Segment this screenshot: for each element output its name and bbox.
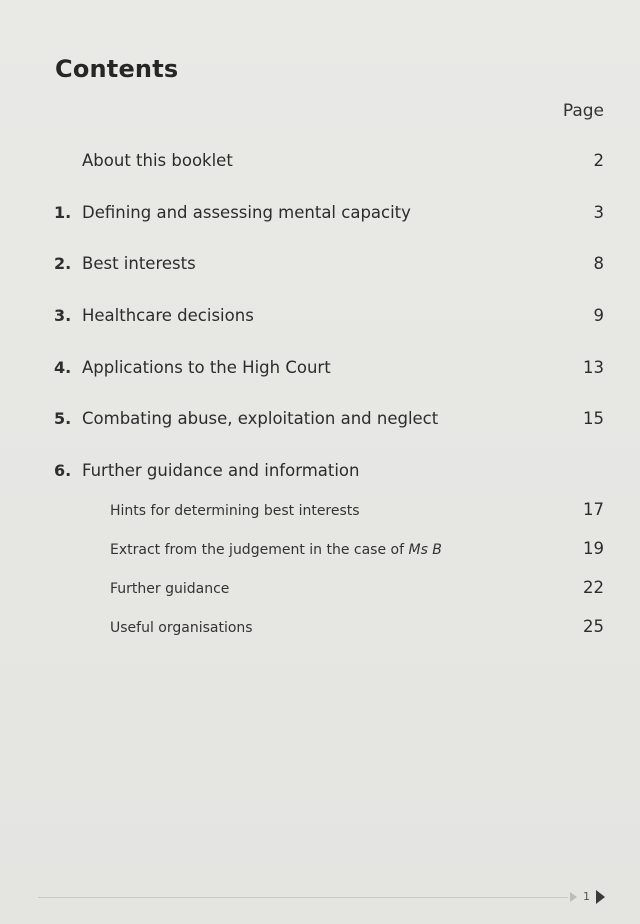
toc-entry-number: 4. xyxy=(54,358,72,377)
toc-entry-about[interactable] xyxy=(0,151,640,175)
toc-entry-page: 2 xyxy=(593,151,604,170)
footer-page-number: 1 xyxy=(583,890,590,903)
toc-entry-label: Best interests xyxy=(82,254,196,273)
toc-entry-page: 9 xyxy=(593,306,604,325)
toc-entry-label: About this booklet xyxy=(82,151,233,170)
toc-entry-number: 3. xyxy=(54,306,72,325)
toc-entry-number: 1. xyxy=(54,203,72,222)
toc-entry-3[interactable] xyxy=(0,306,640,330)
toc-entry-1[interactable] xyxy=(0,203,640,227)
toc-entry-page: 13 xyxy=(583,358,604,377)
toc-subentry-hints[interactable] xyxy=(0,500,640,525)
toc-subentry-label-text: Extract from the judgement in the case of xyxy=(110,542,409,558)
toc-subentry-label: Hints for determining best interests xyxy=(110,503,360,519)
toc-subentry-page: 25 xyxy=(583,617,604,636)
page-column-header: Page xyxy=(562,101,604,121)
toc-subentry-extract[interactable] xyxy=(0,539,640,564)
toc-subentry-page: 22 xyxy=(583,578,604,597)
toc-entry-label: Combating abuse, exploitation and neglect xyxy=(82,409,439,428)
toc-subentry-further-guidance[interactable] xyxy=(0,578,640,603)
toc-subentry-label: Useful organisations xyxy=(110,620,253,636)
toc-entry-page: 8 xyxy=(593,254,604,273)
toc-entry-label: Applications to the High Court xyxy=(82,358,331,377)
toc-entry-label: Defining and assessing mental capacity xyxy=(82,203,411,222)
toc-entry-number: 2. xyxy=(54,254,72,273)
page-title: Contents xyxy=(55,55,179,83)
toc-entry-page: 15 xyxy=(583,409,604,428)
footer-rule xyxy=(38,897,568,898)
toc-subentry-page: 17 xyxy=(583,500,604,519)
toc-entry-number: 6. xyxy=(54,461,72,480)
toc-entry-2[interactable] xyxy=(0,254,640,278)
toc-subentry-label-italic: Ms B xyxy=(408,542,442,558)
toc-subentry-label xyxy=(110,542,442,558)
toc-entry-number: 5. xyxy=(54,409,72,428)
toc-subentry-useful-organisations[interactable] xyxy=(0,617,640,642)
toc-entry-label: Healthcare decisions xyxy=(82,306,254,325)
footer-arrow-faint-icon xyxy=(570,892,577,902)
toc-subentry-label: Further guidance xyxy=(110,581,230,597)
toc-entry-5[interactable] xyxy=(0,409,640,433)
toc-subentry-page: 19 xyxy=(583,539,604,558)
next-page-arrow-icon[interactable] xyxy=(596,890,605,904)
toc-entry-label: Further guidance and information xyxy=(82,461,360,480)
toc-entry-6[interactable] xyxy=(0,461,640,485)
toc-entry-4[interactable] xyxy=(0,358,640,382)
toc-entry-page: 3 xyxy=(593,203,604,222)
